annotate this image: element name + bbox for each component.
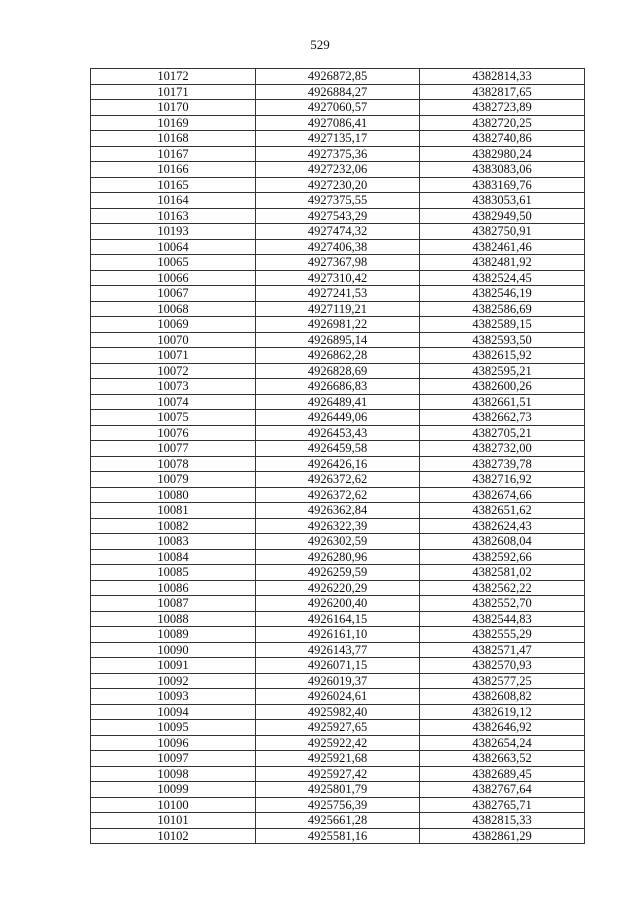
point-number-cell: 10101: [91, 813, 256, 829]
table-row: [91, 704, 585, 720]
x-coordinate-cell: 4927474,32: [256, 224, 420, 240]
table-row: [91, 611, 585, 627]
point-number-cell: 10088: [91, 611, 256, 627]
x-coordinate-cell: 4927543,29: [256, 208, 420, 224]
y-coordinate-cell: 4382586,69: [420, 301, 585, 317]
y-coordinate-cell: 4383083,06: [420, 162, 585, 178]
y-coordinate-cell: 4382615,92: [420, 348, 585, 364]
table-row: [91, 255, 585, 271]
point-number-cell: 10086: [91, 580, 256, 596]
point-number-cell: 10064: [91, 239, 256, 255]
point-number-cell: 10165: [91, 177, 256, 193]
point-number-cell: 10082: [91, 518, 256, 534]
y-coordinate-cell: 4382595,21: [420, 363, 585, 379]
coordinates-table: [90, 68, 585, 844]
y-coordinate-cell: 4382817,65: [420, 84, 585, 100]
point-number-cell: 10070: [91, 332, 256, 348]
x-coordinate-cell: 4926449,06: [256, 410, 420, 426]
table-row: [91, 208, 585, 224]
point-number-cell: 10074: [91, 394, 256, 410]
table-row: [91, 100, 585, 116]
table-row: [91, 642, 585, 658]
table-row: [91, 301, 585, 317]
x-coordinate-cell: 4927232,06: [256, 162, 420, 178]
x-coordinate-cell: 4926884,27: [256, 84, 420, 100]
point-number-cell: 10099: [91, 782, 256, 798]
y-coordinate-cell: 4382720,25: [420, 115, 585, 131]
y-coordinate-cell: 4382732,00: [420, 441, 585, 457]
x-coordinate-cell: 4926362,84: [256, 503, 420, 519]
x-coordinate-cell: 4926024,61: [256, 689, 420, 705]
table-row: [91, 441, 585, 457]
point-number-cell: 10091: [91, 658, 256, 674]
y-coordinate-cell: 4382663,52: [420, 751, 585, 767]
x-coordinate-cell: 4925927,42: [256, 766, 420, 782]
x-coordinate-cell: 4925756,39: [256, 797, 420, 813]
table-row: [91, 286, 585, 302]
y-coordinate-cell: 4382739,78: [420, 456, 585, 472]
y-coordinate-cell: 4382577,25: [420, 673, 585, 689]
x-coordinate-cell: 4926372,62: [256, 472, 420, 488]
x-coordinate-cell: 4926872,85: [256, 69, 420, 85]
table-row: [91, 456, 585, 472]
y-coordinate-cell: 4382740,86: [420, 131, 585, 147]
y-coordinate-cell: 4382765,71: [420, 797, 585, 813]
y-coordinate-cell: 4382980,24: [420, 146, 585, 162]
x-coordinate-cell: 4926200,40: [256, 596, 420, 612]
x-coordinate-cell: 4927367,98: [256, 255, 420, 271]
y-coordinate-cell: 4382814,33: [420, 69, 585, 85]
table-row: [91, 720, 585, 736]
x-coordinate-cell: 4926220,29: [256, 580, 420, 596]
point-number-cell: 10078: [91, 456, 256, 472]
point-number-cell: 10100: [91, 797, 256, 813]
y-coordinate-cell: 4382552,70: [420, 596, 585, 612]
x-coordinate-cell: 4926862,28: [256, 348, 420, 364]
point-number-cell: 10167: [91, 146, 256, 162]
table-row: [91, 425, 585, 441]
point-number-cell: 10172: [91, 69, 256, 85]
x-coordinate-cell: 4925921,68: [256, 751, 420, 767]
point-number-cell: 10084: [91, 549, 256, 565]
point-number-cell: 10164: [91, 193, 256, 209]
x-coordinate-cell: 4926372,62: [256, 487, 420, 503]
y-coordinate-cell: 4382815,33: [420, 813, 585, 829]
point-number-cell: 10169: [91, 115, 256, 131]
table-row: [91, 689, 585, 705]
point-number-cell: 10077: [91, 441, 256, 457]
table-row: [91, 363, 585, 379]
point-number-cell: 10081: [91, 503, 256, 519]
x-coordinate-cell: 4927375,36: [256, 146, 420, 162]
y-coordinate-cell: 4382689,45: [420, 766, 585, 782]
table-row: [91, 379, 585, 395]
y-coordinate-cell: 4382571,47: [420, 642, 585, 658]
table-row: [91, 270, 585, 286]
x-coordinate-cell: 4927060,57: [256, 100, 420, 116]
x-coordinate-cell: 4927241,53: [256, 286, 420, 302]
point-number-cell: 10094: [91, 704, 256, 720]
x-coordinate-cell: 4926071,15: [256, 658, 420, 674]
point-number-cell: 10068: [91, 301, 256, 317]
point-number-cell: 10066: [91, 270, 256, 286]
table-row: [91, 673, 585, 689]
table-row: [91, 797, 585, 813]
x-coordinate-cell: 4925982,40: [256, 704, 420, 720]
table-row: [91, 813, 585, 829]
table-row: [91, 751, 585, 767]
point-number-cell: 10067: [91, 286, 256, 302]
x-coordinate-cell: 4926981,22: [256, 317, 420, 333]
table-row: [91, 239, 585, 255]
table-row: [91, 177, 585, 193]
x-coordinate-cell: 4925801,79: [256, 782, 420, 798]
y-coordinate-cell: 4382651,62: [420, 503, 585, 519]
y-coordinate-cell: 4382716,92: [420, 472, 585, 488]
x-coordinate-cell: 4925922,42: [256, 735, 420, 751]
x-coordinate-cell: 4925661,28: [256, 813, 420, 829]
x-coordinate-cell: 4927230,20: [256, 177, 420, 193]
table-row: [91, 69, 585, 85]
table-row: [91, 472, 585, 488]
point-number-cell: 10098: [91, 766, 256, 782]
x-coordinate-cell: 4927086,41: [256, 115, 420, 131]
x-coordinate-cell: 4927310,42: [256, 270, 420, 286]
y-coordinate-cell: 4382581,02: [420, 565, 585, 581]
point-number-cell: 10102: [91, 828, 256, 844]
y-coordinate-cell: 4382544,83: [420, 611, 585, 627]
y-coordinate-cell: 4382546,19: [420, 286, 585, 302]
point-number-cell: 10083: [91, 534, 256, 550]
table-row: [91, 766, 585, 782]
y-coordinate-cell: 4382767,64: [420, 782, 585, 798]
x-coordinate-cell: 4926426,16: [256, 456, 420, 472]
x-coordinate-cell: 4927135,17: [256, 131, 420, 147]
y-coordinate-cell: 4382555,29: [420, 627, 585, 643]
point-number-cell: 10073: [91, 379, 256, 395]
point-number-cell: 10193: [91, 224, 256, 240]
table-row: [91, 627, 585, 643]
y-coordinate-cell: 4382624,43: [420, 518, 585, 534]
y-coordinate-cell: 4382661,51: [420, 394, 585, 410]
x-coordinate-cell: 4926459,58: [256, 441, 420, 457]
table-row: [91, 115, 585, 131]
x-coordinate-cell: 4926019,37: [256, 673, 420, 689]
table-row: [91, 596, 585, 612]
coordinates-table-body: [91, 69, 585, 844]
point-number-cell: 10093: [91, 689, 256, 705]
x-coordinate-cell: 4926259,59: [256, 565, 420, 581]
x-coordinate-cell: 4927406,38: [256, 239, 420, 255]
y-coordinate-cell: 4382600,26: [420, 379, 585, 395]
y-coordinate-cell: 4382608,04: [420, 534, 585, 550]
x-coordinate-cell: 4927119,21: [256, 301, 420, 317]
y-coordinate-cell: 4382481,92: [420, 255, 585, 271]
x-coordinate-cell: 4926489,41: [256, 394, 420, 410]
table-row: [91, 735, 585, 751]
y-coordinate-cell: 4382723,89: [420, 100, 585, 116]
y-coordinate-cell: 4382593,50: [420, 332, 585, 348]
y-coordinate-cell: 4382674,66: [420, 487, 585, 503]
table-row: [91, 565, 585, 581]
x-coordinate-cell: 4926280,96: [256, 549, 420, 565]
point-number-cell: 10079: [91, 472, 256, 488]
point-number-cell: 10069: [91, 317, 256, 333]
y-coordinate-cell: 4382589,15: [420, 317, 585, 333]
table-row: [91, 146, 585, 162]
point-number-cell: 10097: [91, 751, 256, 767]
table-row: [91, 84, 585, 100]
point-number-cell: 10075: [91, 410, 256, 426]
table-row: [91, 317, 585, 333]
y-coordinate-cell: 4382750,91: [420, 224, 585, 240]
point-number-cell: 10095: [91, 720, 256, 736]
table-row: [91, 580, 585, 596]
y-coordinate-cell: 4382608,82: [420, 689, 585, 705]
y-coordinate-cell: 4382654,24: [420, 735, 585, 751]
point-number-cell: 10166: [91, 162, 256, 178]
y-coordinate-cell: 4382861,29: [420, 828, 585, 844]
point-number-cell: 10090: [91, 642, 256, 658]
point-number-cell: 10085: [91, 565, 256, 581]
table-row: [91, 348, 585, 364]
point-number-cell: 10096: [91, 735, 256, 751]
table-row: [91, 394, 585, 410]
y-coordinate-cell: 4382619,12: [420, 704, 585, 720]
table-row: [91, 332, 585, 348]
table-row: [91, 487, 585, 503]
x-coordinate-cell: 4927375,55: [256, 193, 420, 209]
x-coordinate-cell: 4925581,16: [256, 828, 420, 844]
point-number-cell: 10065: [91, 255, 256, 271]
point-number-cell: 10080: [91, 487, 256, 503]
x-coordinate-cell: 4926453,43: [256, 425, 420, 441]
table-row: [91, 549, 585, 565]
y-coordinate-cell: 4382592,66: [420, 549, 585, 565]
y-coordinate-cell: 4382562,22: [420, 580, 585, 596]
table-row: [91, 131, 585, 147]
y-coordinate-cell: 4382646,92: [420, 720, 585, 736]
table-row: [91, 162, 585, 178]
x-coordinate-cell: 4926161,10: [256, 627, 420, 643]
y-coordinate-cell: 4382705,21: [420, 425, 585, 441]
table-row: [91, 534, 585, 550]
y-coordinate-cell: 4382570,93: [420, 658, 585, 674]
point-number-cell: 10170: [91, 100, 256, 116]
table-row: [91, 828, 585, 844]
table-row: [91, 518, 585, 534]
point-number-cell: 10076: [91, 425, 256, 441]
table-row: [91, 193, 585, 209]
point-number-cell: 10092: [91, 673, 256, 689]
point-number-cell: 10163: [91, 208, 256, 224]
table-row: [91, 503, 585, 519]
x-coordinate-cell: 4926143,77: [256, 642, 420, 658]
x-coordinate-cell: 4926828,69: [256, 363, 420, 379]
point-number-cell: 10168: [91, 131, 256, 147]
y-coordinate-cell: 4382461,46: [420, 239, 585, 255]
y-coordinate-cell: 4382524,45: [420, 270, 585, 286]
x-coordinate-cell: 4926302,59: [256, 534, 420, 550]
table-row: [91, 410, 585, 426]
x-coordinate-cell: 4926686,83: [256, 379, 420, 395]
table-row: [91, 782, 585, 798]
page-number: 529: [310, 37, 330, 52]
y-coordinate-cell: 4382662,73: [420, 410, 585, 426]
x-coordinate-cell: 4926895,14: [256, 332, 420, 348]
point-number-cell: 10087: [91, 596, 256, 612]
x-coordinate-cell: 4926164,15: [256, 611, 420, 627]
point-number-cell: 10089: [91, 627, 256, 643]
y-coordinate-cell: 4383053,61: [420, 193, 585, 209]
point-number-cell: 10072: [91, 363, 256, 379]
table-row: [91, 224, 585, 240]
x-coordinate-cell: 4926322,39: [256, 518, 420, 534]
y-coordinate-cell: 4383169,76: [420, 177, 585, 193]
point-number-cell: 10071: [91, 348, 256, 364]
x-coordinate-cell: 4925927,65: [256, 720, 420, 736]
y-coordinate-cell: 4382949,50: [420, 208, 585, 224]
table-row: [91, 658, 585, 674]
point-number-cell: 10171: [91, 84, 256, 100]
